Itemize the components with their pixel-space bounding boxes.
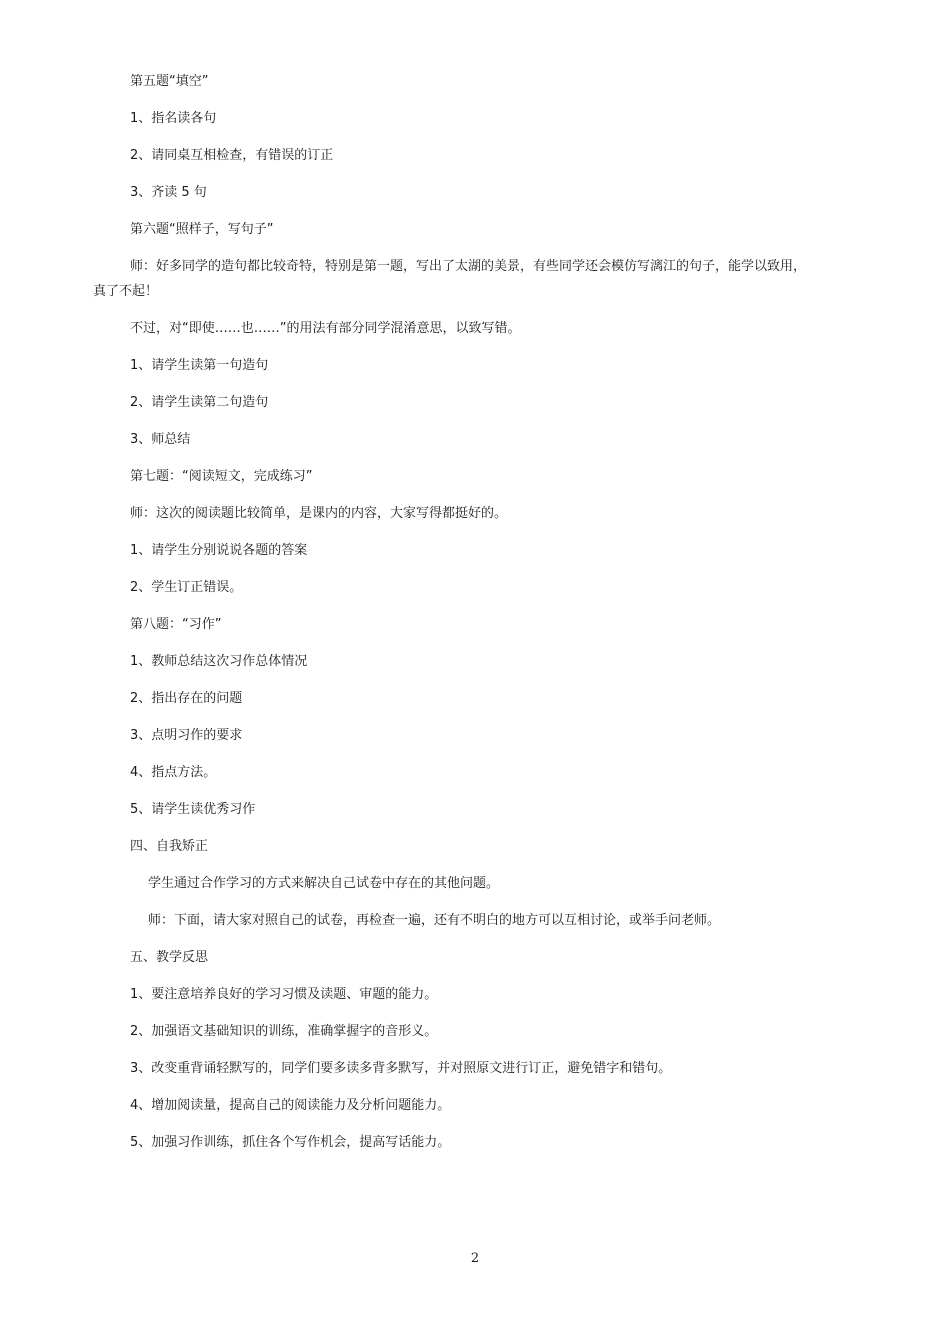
paragraph-text: 师：好多同学的造句都比较奇特，特别是第一题，写出了太湖的美景，有些同学还会模仿写漓江的句子，能学以致用， <box>130 259 807 274</box>
list-item: 3、齐读 5 句 <box>130 185 207 200</box>
section-heading-reflection: 五、教学反思 <box>130 950 209 965</box>
heading-question-8: 第八题：“习作” <box>130 617 222 632</box>
section-heading-self-correction: 四、自我矫正 <box>130 839 209 854</box>
list-item: 5、加强习作训练，抓住各个写作机会，提高写话能力。 <box>130 1135 451 1150</box>
list-item: 4、增加阅读量，提高自己的阅读能力及分析问题能力。 <box>130 1098 451 1113</box>
list-item: 2、指出存在的问题 <box>130 691 243 706</box>
list-item: 1、要注意培养良好的学习习惯及读题、审题的能力。 <box>130 987 438 1002</box>
list-item: 2、学生订正错误。 <box>130 580 243 595</box>
paragraph-text: 真了不起！ <box>93 284 159 299</box>
list-item: 1、请学生分别说说各题的答案 <box>130 543 308 558</box>
paragraph-text: 师：下面，请大家对照自己的试卷，再检查一遍，还有不明白的地方可以互相讨论，或举手问老师。 <box>148 913 721 928</box>
list-item: 1、教师总结这次习作总体情况 <box>130 654 308 669</box>
list-item: 3、师总结 <box>130 432 191 447</box>
list-item: 3、改变重背诵轻默写的，同学们要多读多背多默写，并对照原文进行订正，避免错字和错句。 <box>130 1061 672 1076</box>
list-item: 5、请学生读优秀习作 <box>130 802 256 817</box>
heading-question-6: 第六题“照样子，写句子” <box>130 222 274 237</box>
list-item: 4、指点方法。 <box>130 765 217 780</box>
heading-question-5: 第五题“填空” <box>130 74 209 89</box>
paragraph-text: 师：这次的阅读题比较简单，是课内的内容，大家写得都挺好的。 <box>130 506 508 521</box>
list-item: 2、请同桌互相检查，有错误的订正 <box>130 148 334 163</box>
paragraph-text: 学生通过合作学习的方式来解决自己试卷中存在的其他问题。 <box>148 876 500 891</box>
list-item: 2、加强语文基础知识的训练，准确掌握字的音形义。 <box>130 1024 438 1039</box>
list-item: 2、请学生读第二句造句 <box>130 395 269 410</box>
page-number: 2 <box>470 1251 480 1266</box>
heading-question-7: 第七题：“阅读短文，完成练习” <box>130 469 313 484</box>
list-item: 3、点明习作的要求 <box>130 728 243 743</box>
list-item: 1、请学生读第一句造句 <box>130 358 269 373</box>
paragraph-text: 不过，对“即使……也……”的用法有部分同学混淆意思，以致写错。 <box>130 321 521 336</box>
list-item: 1、指名读各句 <box>130 111 217 126</box>
